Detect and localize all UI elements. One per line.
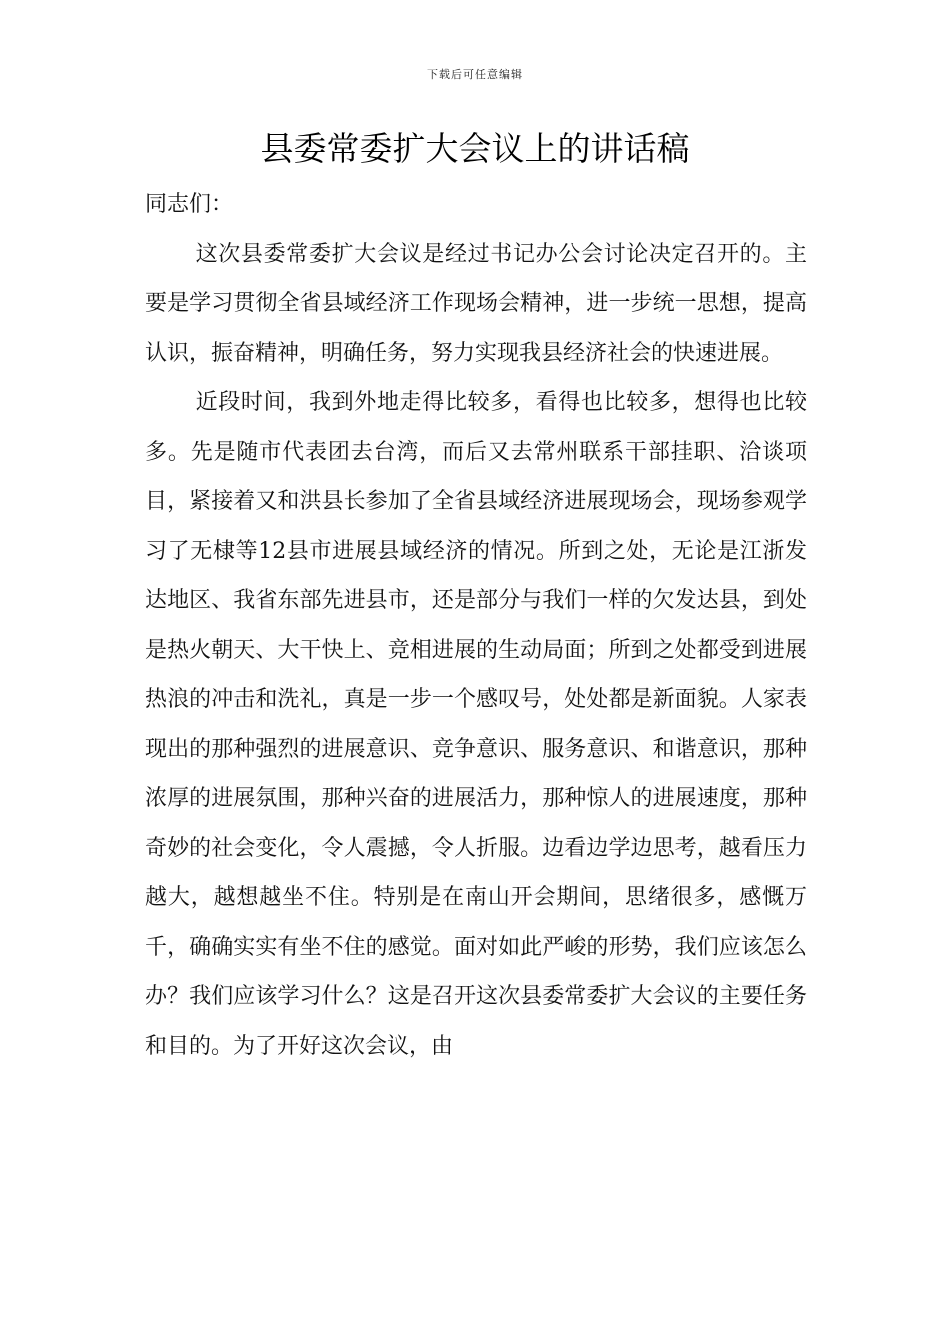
paragraph-1: 这次县委常委扩大会议是经过书记办公会讨论决定召开的。主要是学习贯彻全省县域经济工作现场会精神，进一步统一思想，提高认识，振奋精神，明确任务，努力实现我县经济社会的快速进展。 (145, 241, 807, 366)
document-body (145, 180, 807, 1071)
salutation: 同志们： (145, 192, 234, 217)
header-note: 下载后可任意编辑 (427, 68, 523, 81)
document-title: 县委常委扩大会议上的讲话稿 (260, 129, 690, 168)
paragraph-2: 近段时间，我到外地走得比较多，看得也比较多，想得也比较多。先是随市代表团去台湾，而后又去常州联系干部挂职、洽谈项目，紧接着又和洪县长参加了全省县域经济进展现场会，现场参观学习了无棣等12县市进展县域经济的情况。所到之处，无论是江浙发达地区、我省东部先进县市，还是部分与我们一样的欠发达县，到处是热火朝天、大干快上、竞相进展的生动局面；所到之处都受到进展热浪的冲击和洗礼，真是一步一个感叹号，处处都是新面貌。人家表现出的那种强烈的进展意识、竞争意识、服务意识、和谐意识，那种浓厚的进展氛围，那种兴奋的进展活力，那种惊人的进展速度，那种奇妙的社会变化，令人震撼，令人折服。边看边学边思考，越看压力越大，越想越坐不住。特别是在南山开会期间，思绪很多，感慨万千，确确实实有坐不住的感觉。面对如此严峻的形势，我们应该怎么办？我们应该学习什么？这是召开这次县委常委扩大会议的主要任务和目的。为了开好这次会议，由 (145, 390, 807, 1059)
